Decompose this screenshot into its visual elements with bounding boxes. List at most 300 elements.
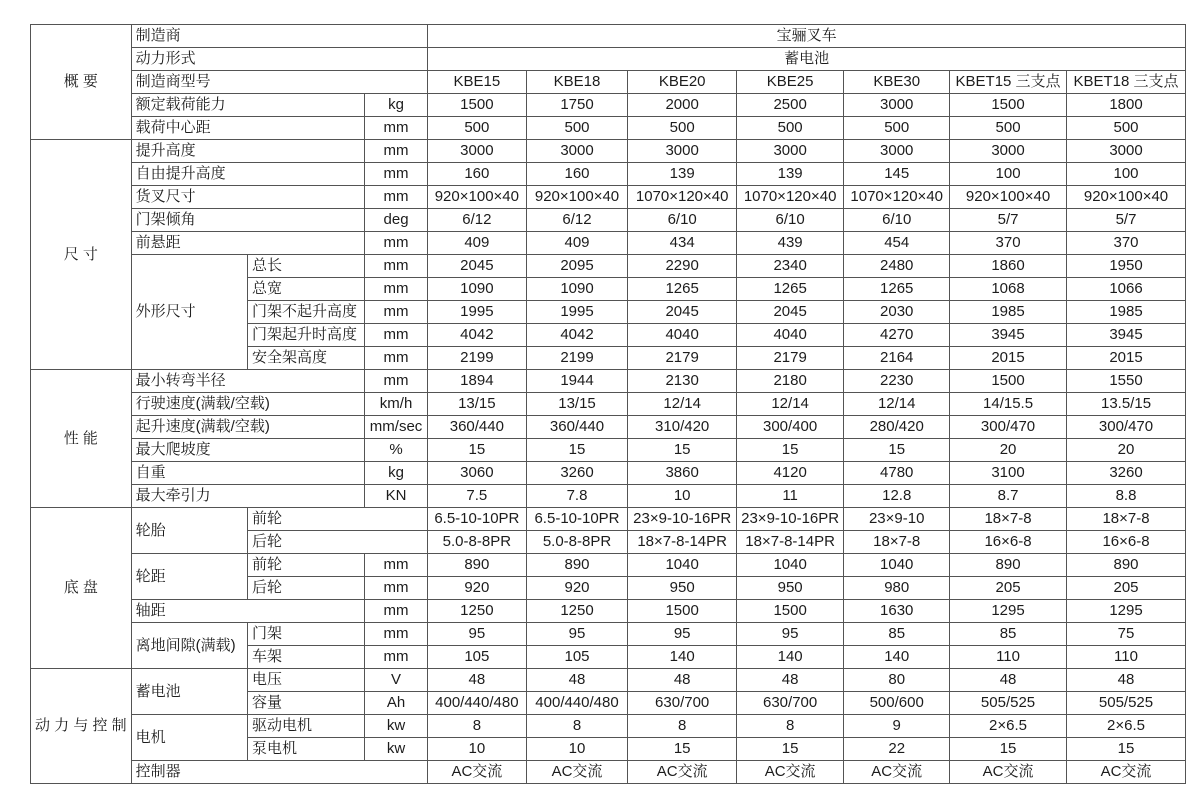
value-cell: 1500 xyxy=(628,600,736,623)
value-cell: 3000 xyxy=(526,140,628,163)
value-cell: 13/15 xyxy=(526,393,628,416)
value-cell: 7.5 xyxy=(428,485,526,508)
value-cell: 2000 xyxy=(628,94,736,117)
value-cell: 16×6-8 xyxy=(1067,531,1186,554)
value-cell: 2199 xyxy=(428,347,526,370)
value-cell: 139 xyxy=(628,163,736,186)
value-cell: 3945 xyxy=(1067,324,1186,347)
value-cell: 2179 xyxy=(628,347,736,370)
spec-sublabel-cell: 前轮 xyxy=(248,554,365,577)
unit-cell: % xyxy=(364,439,427,462)
value-cell: 4270 xyxy=(844,324,950,347)
table-row xyxy=(31,94,1186,117)
value-cell: 3260 xyxy=(1067,462,1186,485)
value-cell: 890 xyxy=(950,554,1067,577)
value-cell: 48 xyxy=(736,669,843,692)
value-cell: 2095 xyxy=(526,255,628,278)
value-cell: 2290 xyxy=(628,255,736,278)
value-cell: 10 xyxy=(526,738,628,761)
value-cell: 1995 xyxy=(428,301,526,324)
value-cell: 12/14 xyxy=(844,393,950,416)
table-row xyxy=(31,25,1186,48)
value-cell: 370 xyxy=(1067,232,1186,255)
spec-label-cell: 最小转弯半径 xyxy=(131,370,364,393)
spec-sublabel-cell: 前轮 xyxy=(248,508,428,531)
value-cell: 18×7-8-14PR xyxy=(736,531,843,554)
unit-cell: mm xyxy=(364,255,427,278)
value-cell: 5.0-8-8PR xyxy=(428,531,526,554)
value-cell: 1950 xyxy=(1067,255,1186,278)
value-cell: 205 xyxy=(950,577,1067,600)
value-cell: 140 xyxy=(736,646,843,669)
value-cell: 1066 xyxy=(1067,278,1186,301)
value-cell: 1070×120×40 xyxy=(736,186,843,209)
value-cell: 2045 xyxy=(628,301,736,324)
value-cell: 1500 xyxy=(950,94,1067,117)
spec-sublabel-cell: 总宽 xyxy=(248,278,365,301)
value-cell: 宝骊叉车 xyxy=(428,25,1186,48)
value-cell: 300/400 xyxy=(736,416,843,439)
value-cell: 1040 xyxy=(844,554,950,577)
value-cell: 蓄电池 xyxy=(428,48,1186,71)
section-category-cell: 动 力 与 控 制 xyxy=(31,669,132,784)
spec-sublabel-cell: 总长 xyxy=(248,255,365,278)
spec-label-cell: 额定载荷能力 xyxy=(131,94,364,117)
value-cell: 4040 xyxy=(736,324,843,347)
value-cell: 110 xyxy=(1067,646,1186,669)
value-cell: 630/700 xyxy=(628,692,736,715)
value-cell: 500 xyxy=(628,117,736,140)
table-row xyxy=(31,485,1186,508)
value-cell: 205 xyxy=(1067,577,1186,600)
unit-cell: km/h xyxy=(364,393,427,416)
value-cell: 4120 xyxy=(736,462,843,485)
value-cell: 3060 xyxy=(428,462,526,485)
value-cell: AC交流 xyxy=(428,761,526,784)
value-cell: 310/420 xyxy=(628,416,736,439)
value-cell: 75 xyxy=(1067,623,1186,646)
spec-label-cell: 电机 xyxy=(131,715,247,761)
value-cell: 18×7-8 xyxy=(950,508,1067,531)
value-cell: 1295 xyxy=(950,600,1067,623)
value-cell: 48 xyxy=(1067,669,1186,692)
value-cell: 139 xyxy=(736,163,843,186)
value-cell: 48 xyxy=(950,669,1067,692)
value-cell: 145 xyxy=(844,163,950,186)
value-cell: KBE30 xyxy=(844,71,950,94)
value-cell: KBE15 xyxy=(428,71,526,94)
unit-cell: mm xyxy=(364,163,427,186)
spec-label-cell: 门架倾角 xyxy=(131,209,364,232)
value-cell: 2015 xyxy=(1067,347,1186,370)
value-cell: 15 xyxy=(736,439,843,462)
section-category-cell: 底 盘 xyxy=(31,508,132,669)
value-cell: 5/7 xyxy=(950,209,1067,232)
value-cell: KBET15 三支点 xyxy=(950,71,1067,94)
value-cell: 5.0-8-8PR xyxy=(526,531,628,554)
value-cell: 2480 xyxy=(844,255,950,278)
spec-table-body xyxy=(31,25,1186,784)
value-cell: 3000 xyxy=(950,140,1067,163)
value-cell: 950 xyxy=(628,577,736,600)
value-cell: 4780 xyxy=(844,462,950,485)
value-cell: 18×7-8 xyxy=(844,531,950,554)
value-cell: 6/12 xyxy=(428,209,526,232)
value-cell: 15 xyxy=(628,439,736,462)
spec-label-cell: 轮胎 xyxy=(131,508,247,554)
value-cell: 3000 xyxy=(1067,140,1186,163)
unit-cell: mm xyxy=(364,577,427,600)
value-cell: 9 xyxy=(844,715,950,738)
value-cell: 85 xyxy=(950,623,1067,646)
value-cell: 1630 xyxy=(844,600,950,623)
spec-label-cell: 控制器 xyxy=(131,761,427,784)
table-row xyxy=(31,209,1186,232)
spec-label-cell: 最大爬坡度 xyxy=(131,439,364,462)
value-cell: 100 xyxy=(950,163,1067,186)
unit-cell: KN xyxy=(364,485,427,508)
value-cell: AC交流 xyxy=(844,761,950,784)
spec-label-cell: 自重 xyxy=(131,462,364,485)
value-cell: KBET18 三支点 xyxy=(1067,71,1186,94)
value-cell: 500 xyxy=(1067,117,1186,140)
value-cell: 2045 xyxy=(736,301,843,324)
spec-label-cell: 货叉尺寸 xyxy=(131,186,364,209)
value-cell: 1500 xyxy=(736,600,843,623)
value-cell: 3260 xyxy=(526,462,628,485)
value-cell: 3860 xyxy=(628,462,736,485)
value-cell: 8 xyxy=(428,715,526,738)
value-cell: 505/525 xyxy=(1067,692,1186,715)
table-row xyxy=(31,232,1186,255)
unit-cell: V xyxy=(364,669,427,692)
table-row xyxy=(31,117,1186,140)
table-row xyxy=(31,186,1186,209)
table-row xyxy=(31,393,1186,416)
value-cell: 3000 xyxy=(844,94,950,117)
value-cell: 920 xyxy=(428,577,526,600)
value-cell: 2500 xyxy=(736,94,843,117)
value-cell: 1995 xyxy=(526,301,628,324)
value-cell: 3000 xyxy=(628,140,736,163)
value-cell: 1070×120×40 xyxy=(844,186,950,209)
value-cell: 2×6.5 xyxy=(1067,715,1186,738)
table-row xyxy=(31,600,1186,623)
unit-cell: mm xyxy=(364,347,427,370)
value-cell: 18×7-8-14PR xyxy=(628,531,736,554)
table-row xyxy=(31,255,1186,278)
spec-label-cell: 离地间隙(满载) xyxy=(131,623,247,669)
value-cell: 14/15.5 xyxy=(950,393,1067,416)
value-cell: 95 xyxy=(628,623,736,646)
value-cell: 409 xyxy=(526,232,628,255)
spec-sublabel-cell: 电压 xyxy=(248,669,365,692)
value-cell: KBE25 xyxy=(736,71,843,94)
value-cell: 15 xyxy=(428,439,526,462)
value-cell: 1500 xyxy=(950,370,1067,393)
value-cell: 2045 xyxy=(428,255,526,278)
value-cell: 1070×120×40 xyxy=(628,186,736,209)
value-cell: AC交流 xyxy=(628,761,736,784)
value-cell: 15 xyxy=(950,738,1067,761)
value-cell: 409 xyxy=(428,232,526,255)
value-cell: 2180 xyxy=(736,370,843,393)
value-cell: 6/10 xyxy=(736,209,843,232)
spec-sublabel-cell: 后轮 xyxy=(248,577,365,600)
value-cell: 1265 xyxy=(628,278,736,301)
value-cell: 1250 xyxy=(526,600,628,623)
spec-sublabel-cell: 车架 xyxy=(248,646,365,669)
value-cell: 48 xyxy=(428,669,526,692)
value-cell: 980 xyxy=(844,577,950,600)
value-cell: 12/14 xyxy=(628,393,736,416)
value-cell: 1068 xyxy=(950,278,1067,301)
table-row xyxy=(31,669,1186,692)
table-row xyxy=(31,508,1186,531)
spec-label-cell: 轴距 xyxy=(131,600,364,623)
unit-cell: kg xyxy=(364,94,427,117)
value-cell: 10 xyxy=(428,738,526,761)
value-cell: 1265 xyxy=(736,278,843,301)
table-row xyxy=(31,623,1186,646)
value-cell: 1985 xyxy=(1067,301,1186,324)
value-cell: 11 xyxy=(736,485,843,508)
value-cell: 500 xyxy=(428,117,526,140)
value-cell: 15 xyxy=(736,738,843,761)
value-cell: 920×100×40 xyxy=(428,186,526,209)
value-cell: 1040 xyxy=(628,554,736,577)
value-cell: 890 xyxy=(1067,554,1186,577)
spec-label-cell: 最大牵引力 xyxy=(131,485,364,508)
value-cell: 1985 xyxy=(950,301,1067,324)
spec-sublabel-cell: 容量 xyxy=(248,692,365,715)
table-row xyxy=(31,715,1186,738)
unit-cell: mm xyxy=(364,301,427,324)
value-cell: 2×6.5 xyxy=(950,715,1067,738)
value-cell: 920×100×40 xyxy=(950,186,1067,209)
value-cell: 2164 xyxy=(844,347,950,370)
value-cell: 12.8 xyxy=(844,485,950,508)
value-cell: 23×9-10-16PR xyxy=(736,508,843,531)
spec-label-cell: 载荷中心距 xyxy=(131,117,364,140)
value-cell: 160 xyxy=(526,163,628,186)
value-cell: 4042 xyxy=(526,324,628,347)
value-cell: 630/700 xyxy=(736,692,843,715)
value-cell: 8 xyxy=(526,715,628,738)
value-cell: 500 xyxy=(844,117,950,140)
unit-cell: mm xyxy=(364,600,427,623)
value-cell: 100 xyxy=(1067,163,1186,186)
table-row xyxy=(31,439,1186,462)
spec-table xyxy=(30,24,1186,784)
unit-cell: kg xyxy=(364,462,427,485)
value-cell: 140 xyxy=(844,646,950,669)
spec-label-cell: 行驶速度(满载/空载) xyxy=(131,393,364,416)
value-cell: 454 xyxy=(844,232,950,255)
value-cell: 12/14 xyxy=(736,393,843,416)
value-cell: 8.8 xyxy=(1067,485,1186,508)
value-cell: 1860 xyxy=(950,255,1067,278)
value-cell: 3100 xyxy=(950,462,1067,485)
spec-sublabel-cell: 驱动电机 xyxy=(248,715,365,738)
value-cell: 8.7 xyxy=(950,485,1067,508)
value-cell: 3945 xyxy=(950,324,1067,347)
value-cell: 3000 xyxy=(736,140,843,163)
value-cell: 1090 xyxy=(428,278,526,301)
spec-sublabel-cell: 门架 xyxy=(248,623,365,646)
unit-cell: mm/sec xyxy=(364,416,427,439)
value-cell: 3000 xyxy=(844,140,950,163)
spec-sublabel-cell: 门架起升时高度 xyxy=(248,324,365,347)
value-cell: 500 xyxy=(526,117,628,140)
value-cell: 8 xyxy=(628,715,736,738)
spec-label-cell: 动力形式 xyxy=(131,48,427,71)
table-row xyxy=(31,416,1186,439)
unit-cell: mm xyxy=(364,186,427,209)
spec-sublabel-cell: 门架不起升高度 xyxy=(248,301,365,324)
value-cell: 2179 xyxy=(736,347,843,370)
value-cell: 105 xyxy=(526,646,628,669)
value-cell: 95 xyxy=(526,623,628,646)
value-cell: 434 xyxy=(628,232,736,255)
value-cell: 80 xyxy=(844,669,950,692)
value-cell: 15 xyxy=(844,439,950,462)
unit-cell: mm xyxy=(364,324,427,347)
value-cell: AC交流 xyxy=(950,761,1067,784)
spec-label-cell: 制造商型号 xyxy=(131,71,427,94)
value-cell: 360/440 xyxy=(428,416,526,439)
value-cell: 4040 xyxy=(628,324,736,347)
spec-label-cell: 蓄电池 xyxy=(131,669,247,715)
section-category-cell: 尺 寸 xyxy=(31,140,132,370)
value-cell: 5/7 xyxy=(1067,209,1186,232)
unit-cell: kw xyxy=(364,715,427,738)
value-cell: 370 xyxy=(950,232,1067,255)
value-cell: 20 xyxy=(950,439,1067,462)
table-row xyxy=(31,370,1186,393)
value-cell: AC交流 xyxy=(526,761,628,784)
value-cell: 8 xyxy=(736,715,843,738)
value-cell: 1250 xyxy=(428,600,526,623)
table-row xyxy=(31,71,1186,94)
spec-label-cell: 制造商 xyxy=(131,25,427,48)
value-cell: 160 xyxy=(428,163,526,186)
value-cell: 13/15 xyxy=(428,393,526,416)
value-cell: 1090 xyxy=(526,278,628,301)
value-cell: 23×9-10 xyxy=(844,508,950,531)
table-row xyxy=(31,163,1186,186)
value-cell: 48 xyxy=(628,669,736,692)
value-cell: 2015 xyxy=(950,347,1067,370)
value-cell: 1944 xyxy=(526,370,628,393)
value-cell: 920 xyxy=(526,577,628,600)
value-cell: 85 xyxy=(844,623,950,646)
value-cell: 1750 xyxy=(526,94,628,117)
value-cell: 500 xyxy=(736,117,843,140)
unit-cell: mm xyxy=(364,278,427,301)
unit-cell: mm xyxy=(364,117,427,140)
value-cell: 300/470 xyxy=(950,416,1067,439)
value-cell: KBE18 xyxy=(526,71,628,94)
table-row xyxy=(31,554,1186,577)
value-cell: 2130 xyxy=(628,370,736,393)
value-cell: 500 xyxy=(950,117,1067,140)
value-cell: 7.8 xyxy=(526,485,628,508)
unit-cell: mm xyxy=(364,370,427,393)
value-cell: 6.5-10-10PR xyxy=(428,508,526,531)
value-cell: 105 xyxy=(428,646,526,669)
section-category-cell: 概 要 xyxy=(31,25,132,140)
table-row xyxy=(31,462,1186,485)
value-cell: 15 xyxy=(526,439,628,462)
value-cell: 3000 xyxy=(428,140,526,163)
value-cell: 890 xyxy=(428,554,526,577)
spec-label-cell: 轮距 xyxy=(131,554,247,600)
value-cell: KBE20 xyxy=(628,71,736,94)
table-row xyxy=(31,761,1186,784)
value-cell: 4042 xyxy=(428,324,526,347)
section-category-cell: 性 能 xyxy=(31,370,132,508)
value-cell: 505/525 xyxy=(950,692,1067,715)
value-cell: 23×9-10-16PR xyxy=(628,508,736,531)
value-cell: 400/440/480 xyxy=(526,692,628,715)
spec-sublabel-cell: 后轮 xyxy=(248,531,428,554)
value-cell: 95 xyxy=(736,623,843,646)
value-cell: 1550 xyxy=(1067,370,1186,393)
value-cell: 439 xyxy=(736,232,843,255)
value-cell: 2030 xyxy=(844,301,950,324)
value-cell: 1894 xyxy=(428,370,526,393)
table-row xyxy=(31,140,1186,163)
value-cell: 890 xyxy=(526,554,628,577)
value-cell: 500/600 xyxy=(844,692,950,715)
spec-label-cell: 自由提升高度 xyxy=(131,163,364,186)
value-cell: 280/420 xyxy=(844,416,950,439)
value-cell: 22 xyxy=(844,738,950,761)
value-cell: 1265 xyxy=(844,278,950,301)
value-cell: 6.5-10-10PR xyxy=(526,508,628,531)
value-cell: 360/440 xyxy=(526,416,628,439)
value-cell: 48 xyxy=(526,669,628,692)
value-cell: 95 xyxy=(428,623,526,646)
value-cell: 16×6-8 xyxy=(950,531,1067,554)
value-cell: 300/470 xyxy=(1067,416,1186,439)
value-cell: 110 xyxy=(950,646,1067,669)
value-cell: 400/440/480 xyxy=(428,692,526,715)
value-cell: 140 xyxy=(628,646,736,669)
value-cell: 1500 xyxy=(428,94,526,117)
unit-cell: Ah xyxy=(364,692,427,715)
value-cell: AC交流 xyxy=(736,761,843,784)
value-cell: 920×100×40 xyxy=(1067,186,1186,209)
value-cell: 10 xyxy=(628,485,736,508)
value-cell: 15 xyxy=(1067,738,1186,761)
unit-cell: mm xyxy=(364,232,427,255)
value-cell: 6/10 xyxy=(628,209,736,232)
value-cell: 13.5/15 xyxy=(1067,393,1186,416)
unit-cell: mm xyxy=(364,646,427,669)
value-cell: 950 xyxy=(736,577,843,600)
unit-cell: kw xyxy=(364,738,427,761)
value-cell: 2340 xyxy=(736,255,843,278)
unit-cell: mm xyxy=(364,140,427,163)
spec-label-cell: 提升高度 xyxy=(131,140,364,163)
spec-label-cell: 外形尺寸 xyxy=(131,255,247,370)
unit-cell: mm xyxy=(364,554,427,577)
value-cell: 18×7-8 xyxy=(1067,508,1186,531)
spec-label-cell: 起升速度(满载/空载) xyxy=(131,416,364,439)
spec-sublabel-cell: 安全架高度 xyxy=(248,347,365,370)
